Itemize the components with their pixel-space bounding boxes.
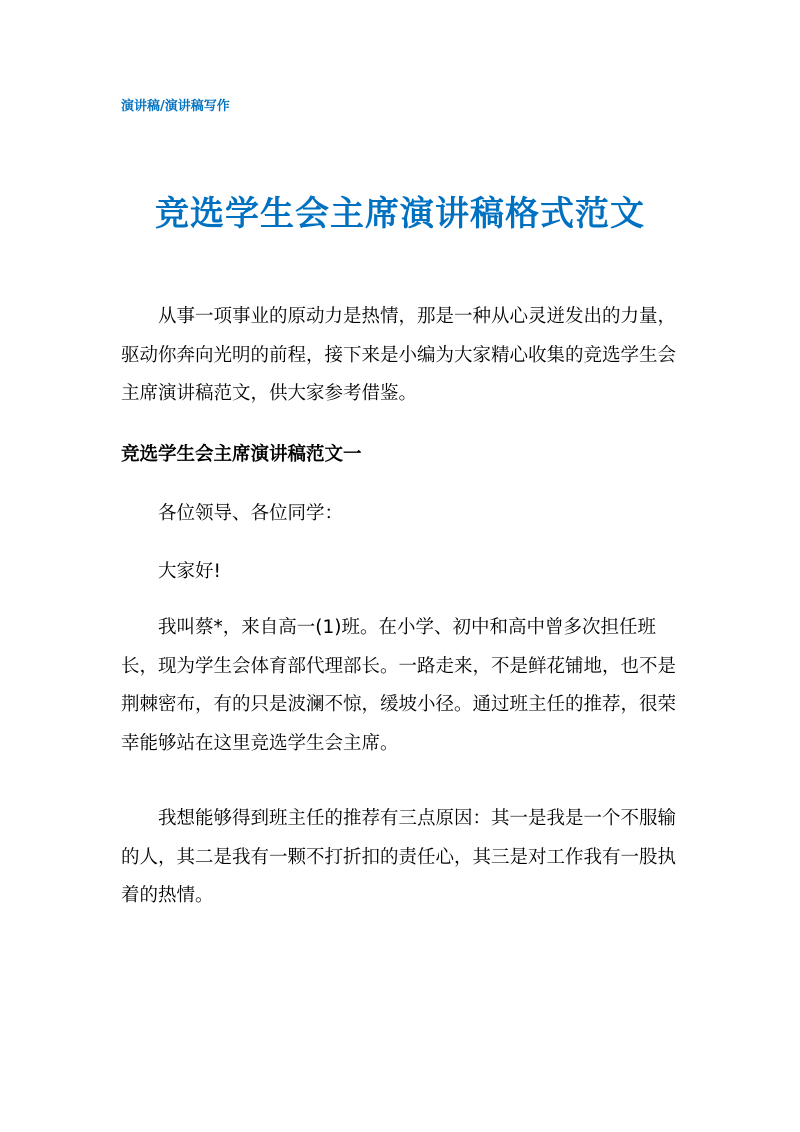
salutation-block — [121, 495, 681, 534]
greeting-paragraph: 大家好! — [158, 561, 221, 582]
intro-paragraph: 从事一项事业的原动力是热情，那是一种从心灵迸发出的力量，驱动你奔向光明的前程，接下来是小编为大家精心收集的竞选学生会主席演讲稿范文，供大家参考借鉴。 — [121, 306, 677, 404]
body-paragraph-1: 我叫蔡*，来自高一(1)班。在小学、初中和高中曾多次担任班长，现为学生会体育部代理部长。一路走来，不是鲜花铺地，也不是荆棘密布，有的只是波澜不惊，缓坡小径。通过班主任的推荐，很荣幸能够站在这里竞选学生会主席。 — [121, 617, 677, 754]
salutation-paragraph: 各位领导、各位同学： — [158, 503, 344, 524]
body-paragraph-block-1 — [121, 609, 681, 763]
breadcrumb: 演讲稿/演讲稿写作 — [121, 99, 230, 114]
intro-paragraph-block — [121, 298, 681, 414]
body-paragraph-2: 我想能够得到班主任的推荐有三点原因：其一是我是一个不服输的人，其二是我有一颗不打折扣的责任心，其三是对工作我有一股执着的热情。 — [121, 808, 677, 906]
greeting-block — [121, 553, 681, 592]
section-heading: 竞选学生会主席演讲稿范文一 — [121, 444, 362, 465]
body-paragraph-block-2 — [121, 800, 681, 916]
page-title: 竞选学生会主席演讲稿格式范文 — [155, 194, 645, 234]
